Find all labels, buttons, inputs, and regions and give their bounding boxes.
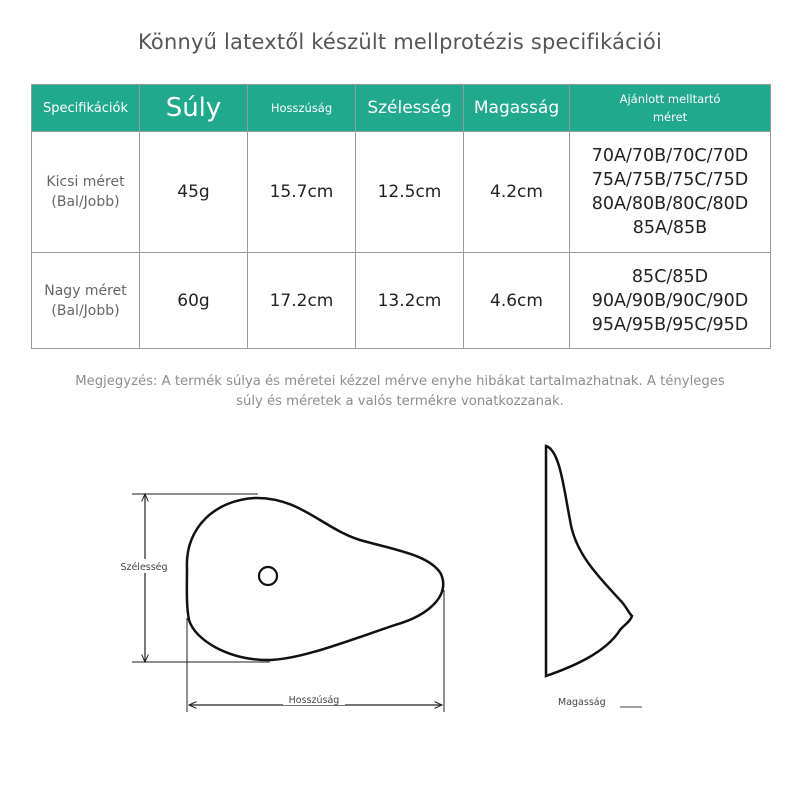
bra-size-line: 75A/75B/75C/75D bbox=[591, 170, 749, 190]
bra-size-line: 95A/95B/95C/95D bbox=[591, 314, 749, 335]
row-small-weight: 45g bbox=[140, 132, 248, 253]
row-large-name-line1: Nagy méret bbox=[44, 282, 127, 299]
bra-size-line: 80A/80B/80C/80D bbox=[591, 194, 749, 214]
row-large-weight: 60g bbox=[140, 253, 248, 349]
note-line2: súly és méretek a valós termékre vonatkozzanak. bbox=[236, 394, 564, 409]
header-bra-line1: Ajánlott melltartó bbox=[619, 92, 721, 106]
nipple-marker bbox=[259, 567, 277, 585]
row-small-name-line1: Kicsi méret bbox=[46, 174, 125, 190]
row-large-width: 13.2cm bbox=[356, 253, 464, 349]
bra-size-line: 90A/90B/90C/90D bbox=[591, 290, 749, 311]
length-label: Hosszúság bbox=[288, 695, 340, 706]
header-length: Hosszúság bbox=[248, 85, 356, 132]
row-large-length: 17.2cm bbox=[248, 253, 356, 349]
header-spec: Specifikációk bbox=[32, 85, 140, 132]
width-label: Szélesség bbox=[120, 562, 168, 573]
bra-size-line: 85A/85B bbox=[632, 218, 708, 238]
row-large-height: 4.6cm bbox=[464, 253, 570, 349]
header-height: Magasság bbox=[464, 85, 570, 132]
bra-size-line: 85C/85D bbox=[631, 266, 709, 287]
front-view-outline bbox=[187, 498, 443, 660]
header-width: Szélesség bbox=[356, 85, 464, 132]
row-small-length: 15.7cm bbox=[248, 132, 356, 253]
row-small-name-line2: (Bal/Jobb) bbox=[51, 194, 120, 210]
side-view-outline bbox=[546, 446, 632, 676]
note-line1: Megjegyzés: A termék súlya és méretei kézzel mérve enyhe hibákat tartalmazhatnak. A tényleges bbox=[75, 374, 725, 389]
header-weight: Súly bbox=[140, 85, 248, 132]
height-label: Magasság bbox=[558, 697, 606, 708]
row-small-height: 4.2cm bbox=[464, 132, 570, 253]
row-large-name-line2: (Bal/Jobb) bbox=[51, 302, 120, 319]
bra-size-line: 70A/70B/70C/70D bbox=[591, 146, 749, 166]
page-title: Könnyű latextől készült mellprotézis specifikációi bbox=[137, 30, 662, 54]
row-small-width: 12.5cm bbox=[356, 132, 464, 253]
header-bra-line2: méret bbox=[652, 110, 688, 124]
